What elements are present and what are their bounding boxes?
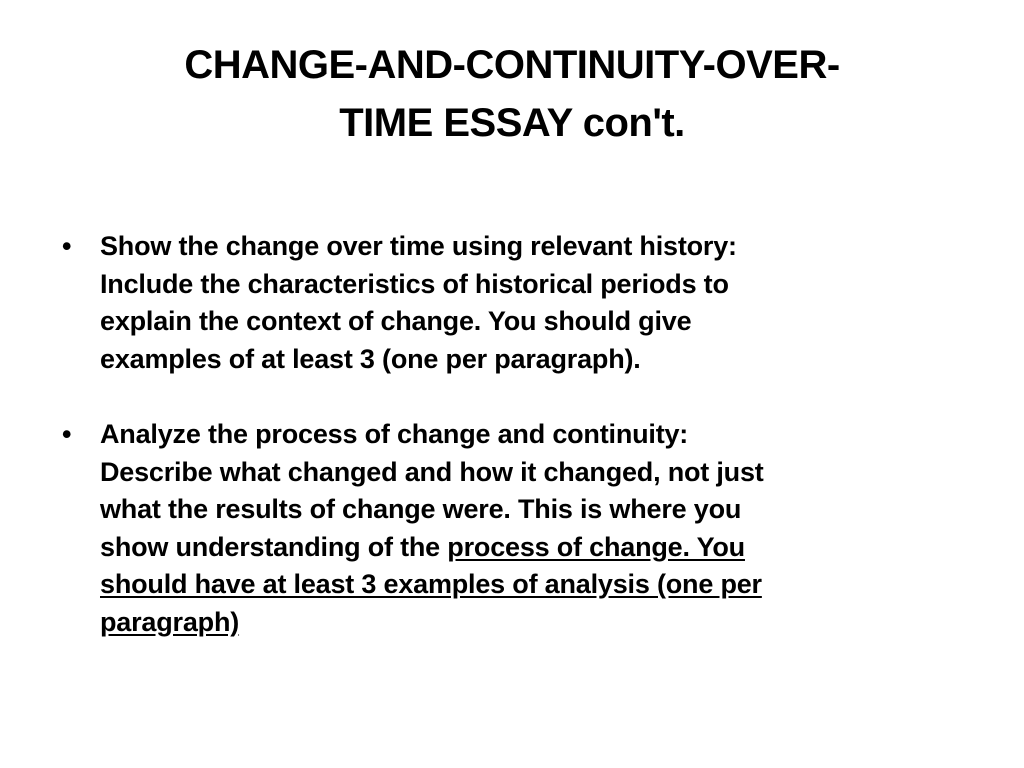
bullet-text-line: examples of at least 3 (one per paragraph). xyxy=(100,343,641,374)
slide-body xyxy=(62,228,962,641)
bullet-item-context xyxy=(62,228,962,378)
bullet-text-plain: show understanding of the xyxy=(100,531,448,562)
bullet-text-line: Include the characteristics of historical periods to xyxy=(100,268,729,299)
slide-title xyxy=(60,36,964,152)
bullet-text-underlined-line: should have at least 3 examples of analysis (one per xyxy=(100,569,762,599)
bullet-text-line: Describe what changed and how it changed, not just xyxy=(100,456,764,487)
bullet-text-line-mixed xyxy=(100,529,962,567)
bullet-icon: • xyxy=(62,231,72,261)
bullet-icon: • xyxy=(62,419,72,449)
bullet-text-line: Show the change over time using relevant history: xyxy=(100,231,737,261)
bullet-text-line: Analyze the process of change and continuity: xyxy=(100,419,689,449)
slide-title-line-2: TIME ESSAY con't. xyxy=(339,101,685,145)
bullet-item-analysis xyxy=(62,416,962,641)
bullet-text-line: what the results of change were. This is where you xyxy=(100,494,742,524)
bullet-text-underlined: process of change. You xyxy=(447,531,745,562)
bullet-text-line: explain the context of change. You should give xyxy=(100,306,692,336)
bullet-text-underlined-line: paragraph) xyxy=(100,606,240,637)
slide-title-line-1: CHANGE-AND-CONTINUITY-OVER- xyxy=(184,43,840,87)
